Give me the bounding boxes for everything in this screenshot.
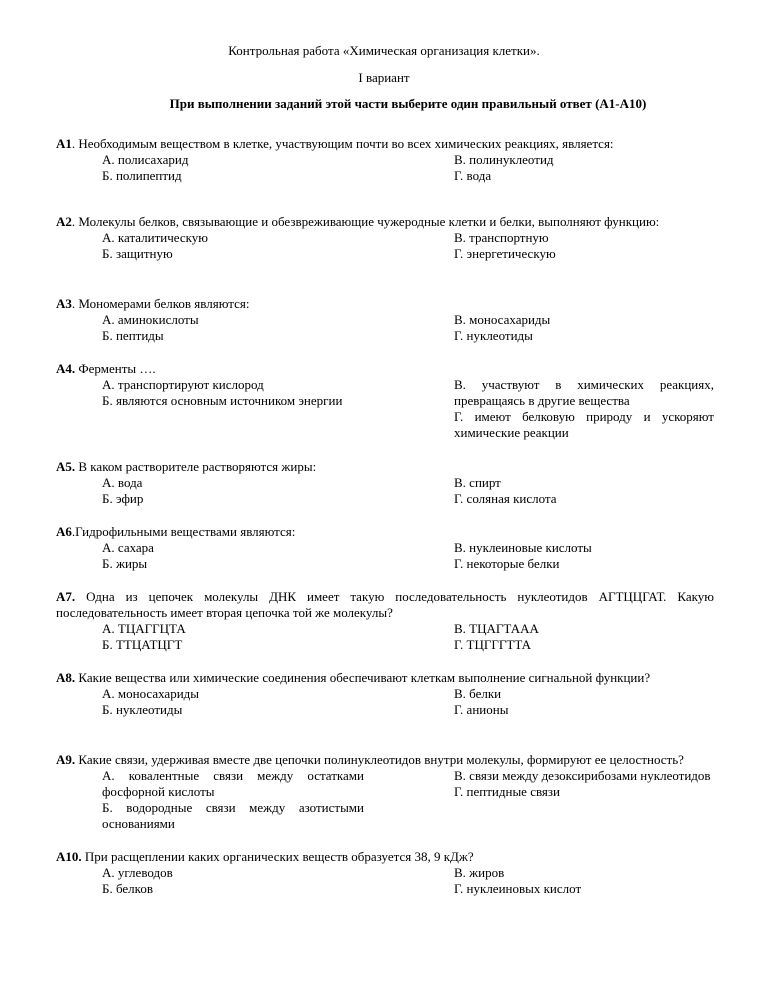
answer-option[interactable]: Б. полипептид	[102, 168, 182, 183]
question-number: А4.	[56, 361, 76, 376]
answer-option[interactable]: Г. энергетическую	[454, 246, 556, 261]
variant-label: I вариант	[358, 70, 410, 85]
question-number: А1	[56, 136, 72, 151]
answer-option[interactable]: В. белки	[454, 686, 502, 701]
answer-option[interactable]: Г. пептидные связи	[454, 784, 561, 799]
question-number: А2	[56, 214, 72, 229]
question-number: А10.	[56, 849, 82, 864]
document-title: Контрольная работа «Химическая организация клетки».	[228, 43, 540, 58]
answer-option[interactable]: Б. защитную	[102, 246, 173, 261]
question-text: А9. Какие связи, удерживая вместе две цепочки полинуклеотидов внутри молекулы, формируют ее целостность?	[56, 752, 684, 767]
answer-option[interactable]: Г. ТЦГГГТТА	[454, 637, 532, 652]
question-text: А10. При расщеплении каких органических веществ образуется 38, 9 кДж?	[56, 849, 474, 864]
answer-option[interactable]: А. ковалентные связи между остатками фосфорной кислоты	[102, 768, 364, 799]
question-number: А5.	[56, 459, 76, 474]
answer-option[interactable]: А. каталитическую	[102, 230, 208, 245]
answer-option[interactable]: В. полинуклеотид	[454, 152, 554, 167]
question-number: А8.	[56, 670, 76, 685]
answer-option[interactable]: В. спирт	[454, 475, 501, 490]
question-a1	[56, 136, 714, 184]
question-number: А6	[56, 524, 72, 539]
question-a3	[56, 296, 714, 344]
question-text: А3. Мономерами белков являются:	[56, 296, 250, 311]
answer-option[interactable]: А. ТЦАГГЦТА	[102, 621, 186, 636]
answer-option[interactable]: В. нуклеиновые кислоты	[454, 540, 592, 555]
question-a5	[56, 459, 714, 507]
answer-option[interactable]: Б. ТТЦАТЦГТ	[102, 637, 183, 652]
answer-option[interactable]: Б. нуклеотиды	[102, 702, 183, 717]
answer-option[interactable]: В. связи между дезоксирибозами нуклеотидов	[454, 768, 711, 783]
answer-option[interactable]: А. сахара	[102, 540, 154, 555]
answer-option[interactable]: В. участвуют в химических реакциях, превращаясь в другие вещества	[454, 377, 714, 408]
answer-option[interactable]: Б. водородные связи между азотистыми основаниями	[102, 800, 364, 831]
answer-option[interactable]: Г. анионы	[454, 702, 509, 717]
answer-option[interactable]: Б. жиры	[102, 556, 148, 571]
question-text: А1. Необходимым веществом в клетке, участвующим почти во всех химических реакциях, является:	[56, 136, 614, 151]
answer-option[interactable]: Г. имеют белковую природу и ускоряют химические реакции	[454, 409, 714, 440]
question-text: А5. В каком растворителе растворяются жиры:	[56, 459, 317, 474]
answer-option[interactable]: В. ТЦАГТААА	[454, 621, 539, 636]
answer-option[interactable]: Г. нуклеиновых кислот	[454, 881, 582, 896]
answer-option[interactable]: А. аминокислоты	[102, 312, 199, 327]
question-text: А6.Гидрофильными веществами являются:	[56, 524, 296, 539]
question-a8	[56, 670, 714, 718]
answer-option[interactable]: А. моносахариды	[102, 686, 199, 701]
question-a6	[56, 524, 714, 572]
question-a10	[56, 849, 714, 897]
question-a9	[56, 752, 714, 832]
instruction-text: При выполнении заданий этой части выберите один правильный ответ (А1-А10)	[169, 96, 647, 111]
answer-option[interactable]: А. вода	[102, 475, 143, 490]
answer-option[interactable]: А. транспортируют кислород	[102, 377, 264, 392]
answer-option[interactable]: Б. являются основным источником энергии	[102, 393, 343, 408]
answer-option[interactable]: Г. соляная кислота	[454, 491, 557, 506]
question-text: А4. Ферменты ….	[56, 361, 156, 376]
answer-option[interactable]: Б. белков	[102, 881, 153, 896]
question-text: А8. Какие вещества или химические соединения обеспечивают клеткам выполнение сигнальной функции?	[56, 670, 651, 685]
question-number: А3	[56, 296, 72, 311]
answer-option[interactable]: Б. эфир	[102, 491, 144, 506]
question-a7	[56, 589, 714, 653]
answer-option[interactable]: Б. пептиды	[102, 328, 164, 343]
question-text: А2. Молекулы белков, связывающие и обезвреживающие чужеродные клетки и белки, выполняют функцию:	[56, 214, 660, 229]
question-number: А7.	[56, 589, 76, 604]
answer-option[interactable]: А. углеводов	[102, 865, 173, 880]
answer-option[interactable]: В. жиров	[454, 865, 505, 880]
answer-option[interactable]: А. полисахарид	[102, 152, 189, 167]
answer-option[interactable]: Г. некоторые белки	[454, 556, 560, 571]
question-a4	[56, 361, 714, 441]
answer-option[interactable]: В. транспортную	[454, 230, 549, 245]
answer-option[interactable]: Г. вода	[454, 168, 492, 183]
question-text: А7. Одна из цепочек молекулы ДНК имеет такую последовательность нуклеотидов АГТЦЦГАТ. Какую последовательность имеет вторая цепочка той же молекулы?	[56, 589, 714, 620]
question-number: А9.	[56, 752, 76, 767]
answer-option[interactable]: В. моносахариды	[454, 312, 551, 327]
question-a2	[56, 214, 714, 262]
answer-option[interactable]: Г. нуклеотиды	[454, 328, 533, 343]
